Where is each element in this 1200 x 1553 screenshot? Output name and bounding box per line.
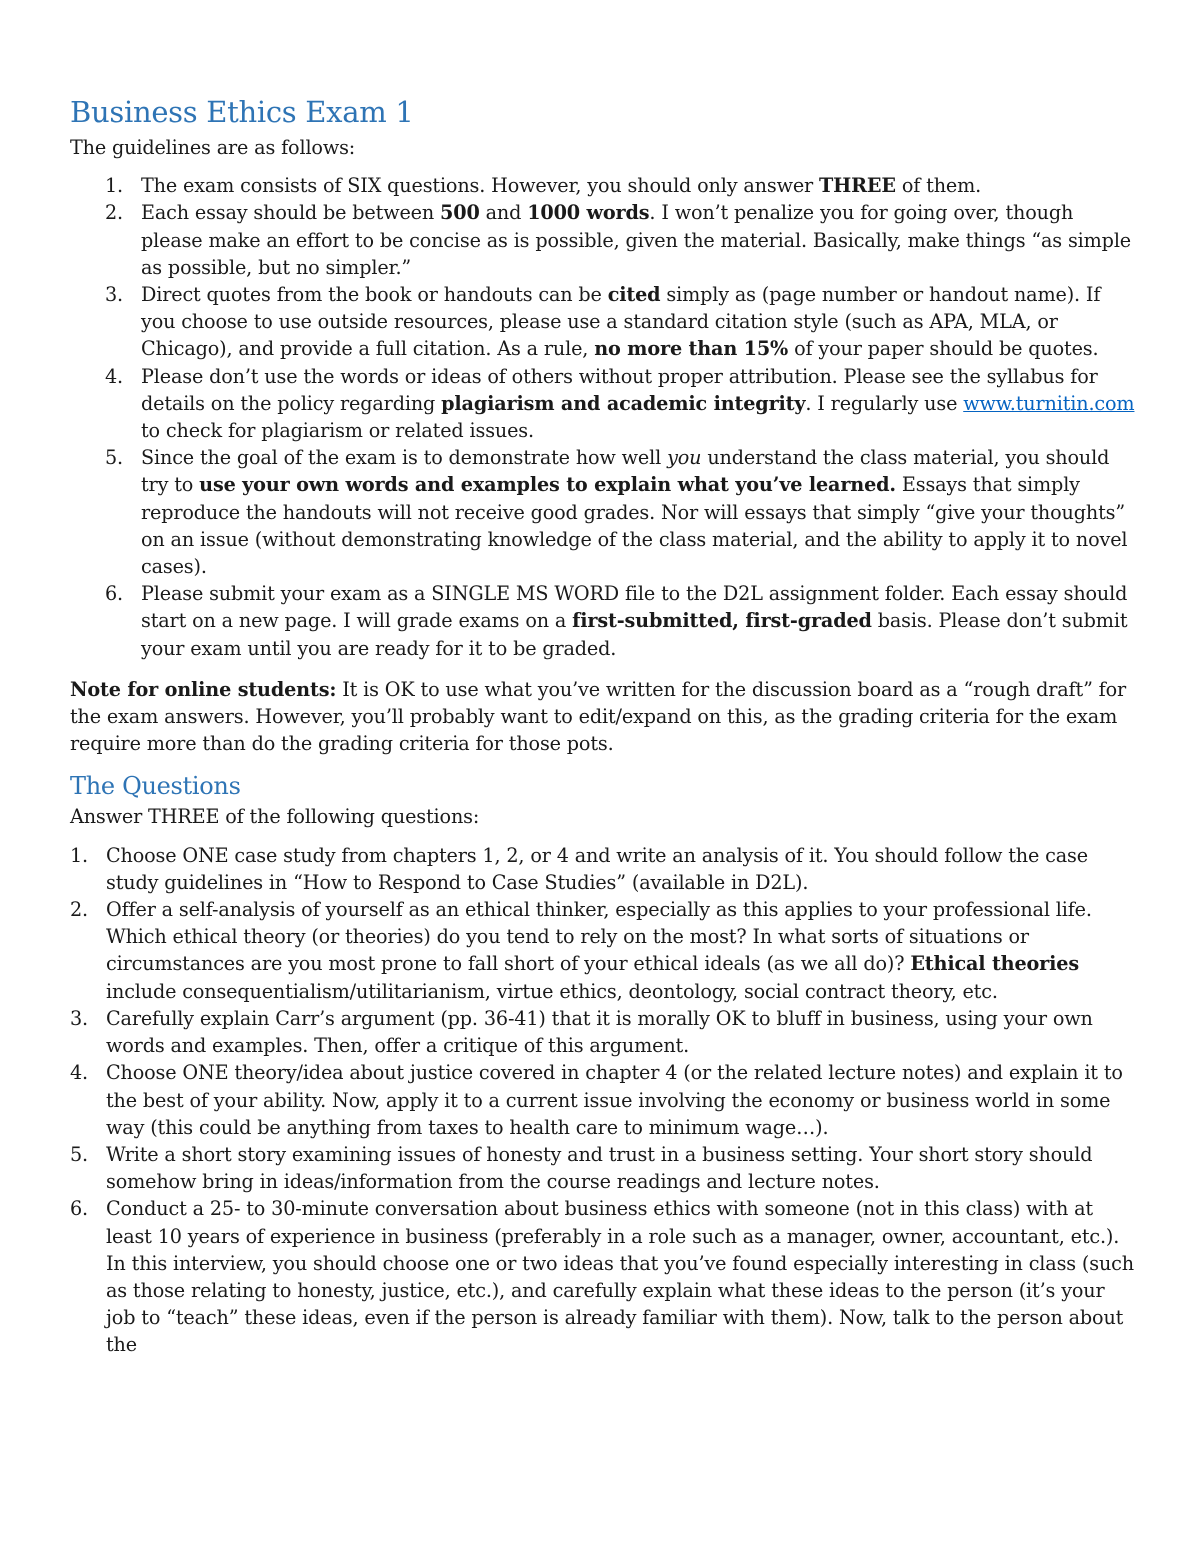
list-number: 1. xyxy=(70,843,89,867)
bold-text: use your own words and examples to explain what you’ve learned. xyxy=(199,473,896,497)
item-text: Essays that simply reproduce the handouts will not receive good grades. Nor will essays that simply “give your thoughts” on an issue (without demonstrating knowledge of the class material, and the ability to apply it to novel cases). xyxy=(141,473,1128,579)
item-text: understand the class material, you should try to xyxy=(141,446,1110,497)
bold-text: 500 xyxy=(440,201,480,225)
item-text: Since the goal of the exam is to demonstrate how well xyxy=(141,446,668,470)
item-text: Choose ONE case study from chapters 1, 2, or 4 and write an analysis of it. You should follow the case study guidelines in “How to Respond to Case Studies” (available in D2L). xyxy=(106,843,1088,894)
item-text: Please submit your exam as a SINGLE MS WORD file to the D2L assignment folder. Each essay should start on a new page. I will grade exams on a xyxy=(141,582,1128,633)
note-label: Note for online students: xyxy=(70,677,337,701)
item-text: to check for plagiarism or related issues. xyxy=(141,419,534,443)
item-text: include consequentialism/utilitarianism, virtue ethics, deontology, social contract theory, etc. xyxy=(106,979,998,1003)
questions-list xyxy=(70,842,1138,1359)
question-item xyxy=(70,1141,1138,1195)
online-students-note xyxy=(70,676,1138,758)
item-text: Choose ONE theory/idea about justice covered in chapter 4 (or the related lecture notes) and explain it to the best of your ability. Now, apply it to a current issue involving the economy or business world in some way (this could be anything from taxes to health care to minimum wage…). xyxy=(106,1061,1123,1139)
list-number: 4. xyxy=(105,364,124,388)
document-page xyxy=(70,92,1138,1359)
guideline-item xyxy=(70,172,1138,199)
guidelines-list xyxy=(70,172,1138,662)
item-text: Please don’t use the words or ideas of others without proper attribution. Please see the syllabus for details on the policy regarding xyxy=(141,364,1098,415)
italic-text: you xyxy=(667,446,702,470)
question-item xyxy=(70,1195,1138,1358)
bold-text: Ethical theories xyxy=(910,952,1079,976)
note-text: It is OK to use what you’ve written for the discussion board as a “rough draft” for the exam answers. However, you’ll probably want to edit/expand on this, as the grading criteria for the exam require more than do the grading criteria for those pots. xyxy=(70,677,1127,756)
item-text: of your paper should be quotes. xyxy=(788,337,1099,361)
item-text: . I regularly use xyxy=(805,391,964,415)
guideline-item xyxy=(70,580,1138,662)
item-text: Carefully explain Carr’s argument (pp. 36-41) that it is morally OK to bluff in business, using your own words and examples. Then, offer a critique of this argument. xyxy=(106,1006,1093,1058)
guideline-item xyxy=(70,199,1138,281)
item-text: Offer a self-analysis of yourself as an ethical thinker, especially as this applies to your professional life. Which ethical theory (or theories) do you tend to rely on the most? In what sorts of situations or circumstances are you most prone to fall short of your ethical ideals (as we all do)? xyxy=(106,898,1092,976)
bold-text: cited xyxy=(607,283,661,307)
item-text: Write a short story examining issues of honesty and trust in a business setting. Your short story should somehow bring in ideas/information from the course readings and lecture notes. xyxy=(106,1142,1093,1194)
guideline-item xyxy=(70,444,1138,580)
list-number: 2. xyxy=(105,201,124,225)
bold-text: first-submitted, first-graded xyxy=(572,609,872,633)
bold-text: no more than 15% xyxy=(594,337,789,361)
guidelines-intro: The guidelines are as follows: xyxy=(70,136,356,159)
question-item xyxy=(70,842,1138,896)
list-number: 2. xyxy=(70,898,89,922)
list-number: 3. xyxy=(105,283,124,307)
item-text: simply as (page number or handout name). If you choose to use outside resources, please use a standard citation style (such as APA, MLA, or Chicago), and provide a full citation. As a rule, xyxy=(141,283,1101,361)
questions-heading: The Questions xyxy=(70,772,241,801)
list-number: 1. xyxy=(105,174,124,198)
item-text: Each essay should be between xyxy=(141,201,441,225)
item-text: basis. Please don’t submit your exam until you are ready for it to be graded. xyxy=(141,609,1128,660)
guideline-item xyxy=(70,281,1138,363)
page-title: Business Ethics Exam 1 xyxy=(70,95,414,129)
guideline-item xyxy=(70,363,1138,445)
bold-text: plagiarism and academic integrity xyxy=(441,391,806,415)
bold-text: THREE xyxy=(819,174,896,198)
list-number: 5. xyxy=(105,446,124,470)
list-number: 4. xyxy=(70,1061,89,1085)
list-number: 6. xyxy=(105,582,124,606)
list-number: 3. xyxy=(70,1006,89,1030)
item-text: and xyxy=(479,201,528,225)
questions-intro: Answer THREE of the following questions: xyxy=(70,805,480,829)
question-item xyxy=(70,1059,1138,1141)
item-text: Conduct a 25- to 30-minute conversation about business ethics with someone (not in this class) with at least 10 years of experience in business (preferably in a role such as a manager, owner, accountant, etc.). In this interview, you should choose one or two ideas that you’ve found especially interesting in class (such as those relating to honesty, justice, etc.), and carefully explain what these ideas to the person (it’s your job to “teach” these ideas, even if the person is already familiar with them). Now, talk to the person about the xyxy=(106,1197,1134,1357)
item-text: Direct quotes from the book or handouts can be xyxy=(141,283,608,307)
bold-text: 1000 words xyxy=(527,201,650,225)
list-number: 5. xyxy=(70,1142,89,1166)
turnitin-link[interactable]: www.turnitin.com xyxy=(963,391,1135,415)
question-item xyxy=(70,896,1138,1005)
item-text: of them. xyxy=(895,174,982,198)
item-text: The exam consists of SIX questions. However, you should only answer xyxy=(141,174,820,198)
list-number: 6. xyxy=(70,1197,89,1221)
item-text: . I won’t penalize you for going over, though please make an effort to be concise as is possible, given the material. Basically, make things “as simple as possible, but no simpler.” xyxy=(141,201,1132,279)
question-item xyxy=(70,1005,1138,1059)
